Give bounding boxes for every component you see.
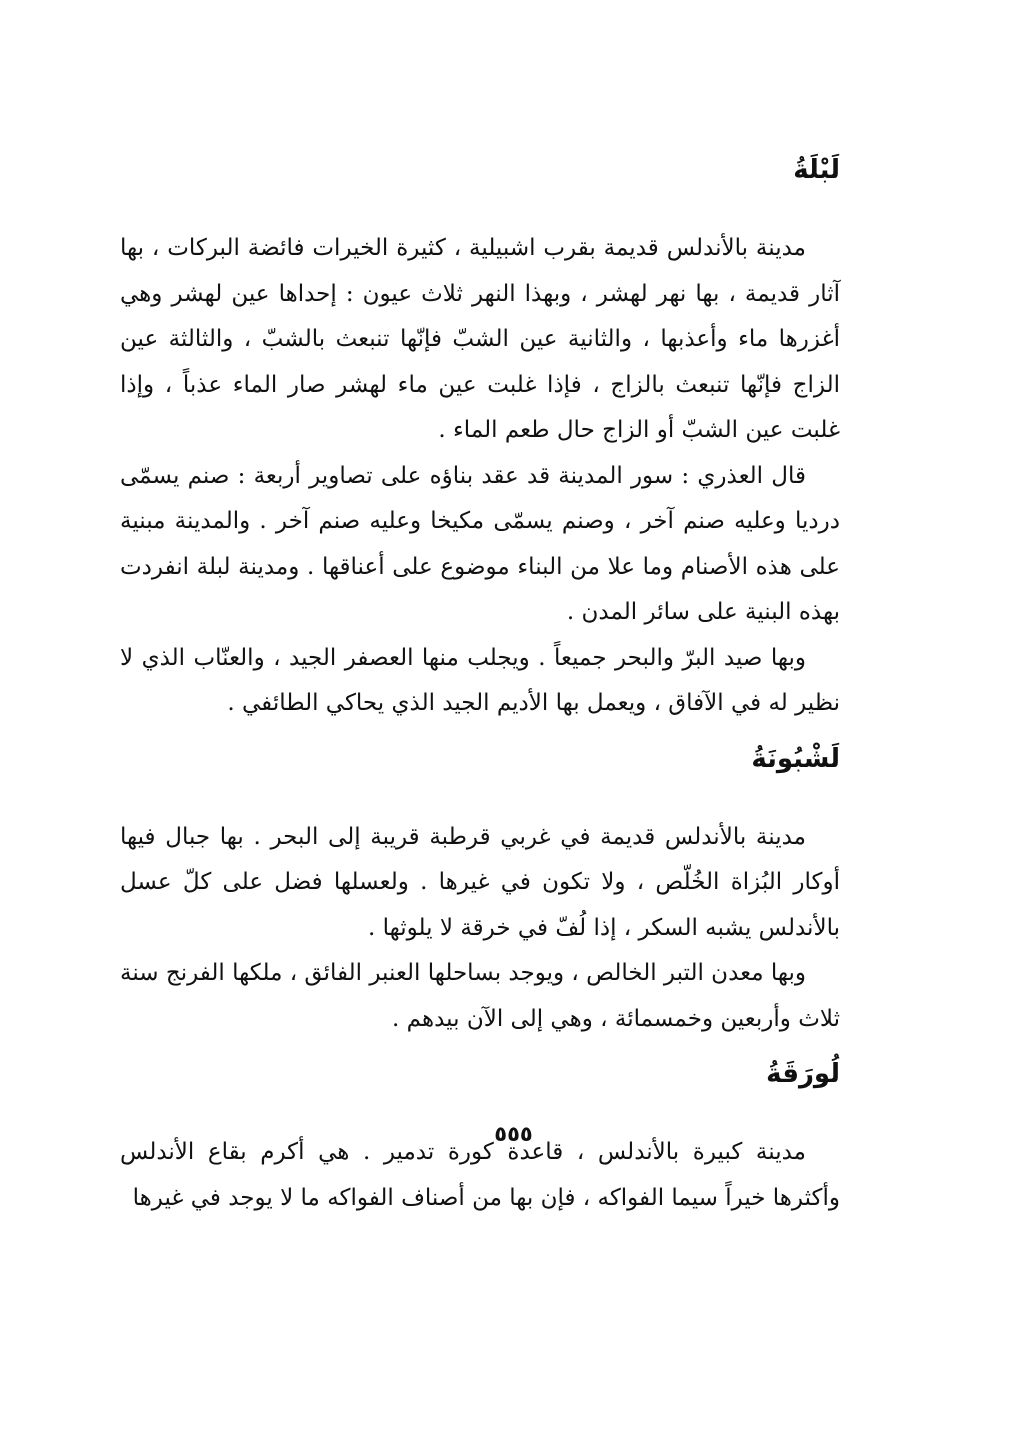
page-body xyxy=(120,150,840,1221)
entry-labla xyxy=(120,150,840,727)
paragraph: وبها معدن التبر الخالص ، ويوجد بساحلها العنبر الفائق ، ملكها الفرنج سنة ثلاث وأربعين وخمسمائة ، وهي إلى الآن بيدهم . xyxy=(120,960,840,1032)
paragraph: مدينة بالأندلس قديمة في غربي قرطبة قريبة إلى البحر . بها جبال فيها أوكار البُزاة الخُلّص ، ولا تكون في غيرها . ولعسلها فضل على كلّ عسل بالأندلس يشبه السكر ، إذا لُفّ في خرقة لا يلوثها . xyxy=(120,823,840,941)
paragraph: مدينة كبيرة بالأندلس ، قاعدة كورة تدمير . هي أكرم بقاع الأندلس وأكثرها خيراً سيما الفواكه ، فإن بها من أصناف الفواكه ما لا يوجد في غيرها xyxy=(120,1139,840,1211)
page-number: ٥٥٥ xyxy=(494,1122,533,1146)
entry-lishbuna xyxy=(120,739,840,1043)
paragraph: وبها صيد البرّ والبحر جميعاً . ويجلب منها العصفر الجيد ، والعنّاب الذي لا نظير له في الآفاق ، ويعمل بها الأديم الجيد الذي يحاكي الطائفي . xyxy=(120,644,840,716)
entry-title: لَبْلَةُ xyxy=(793,155,840,185)
paragraph: قال العذري : سور المدينة قد عقد بناؤه على تصاوير أربعة : صنم يسمّى درديا وعليه صنم آخر ، وصنم يسمّى مكيخا وعليه صنم آخر . والمدينة مبنية على هذه الأصنام وما علا من البناء موضوع على أعناقها . ومدينة لبلة انفردت بهذه البنية على سائر المدن . xyxy=(120,462,840,625)
entry-title: لَشْبُونَةُ xyxy=(751,743,840,774)
entry-title: لُورَقَةُ xyxy=(766,1059,840,1089)
paragraph: مدينة بالأندلس قديمة بقرب اشبيلية ، كثيرة الخيرات فائضة البركات ، بها آثار قديمة ، بها نهر لهشر ، وبهذا النهر ثلاث عيون : إحداها عين لهشر وهي أغزرها ماء وأعذبها ، والثانية عين الشبّ فإنّها تنبعث بالشبّ ، والثالثة عين الزاج فإنّها تنبعث بالزاج ، فإذا غلبت عين ماء لهشر صار الماء عذباً ، وإذا غلبت عين الشبّ أو الزاج حال طعم الماء . xyxy=(120,235,840,443)
